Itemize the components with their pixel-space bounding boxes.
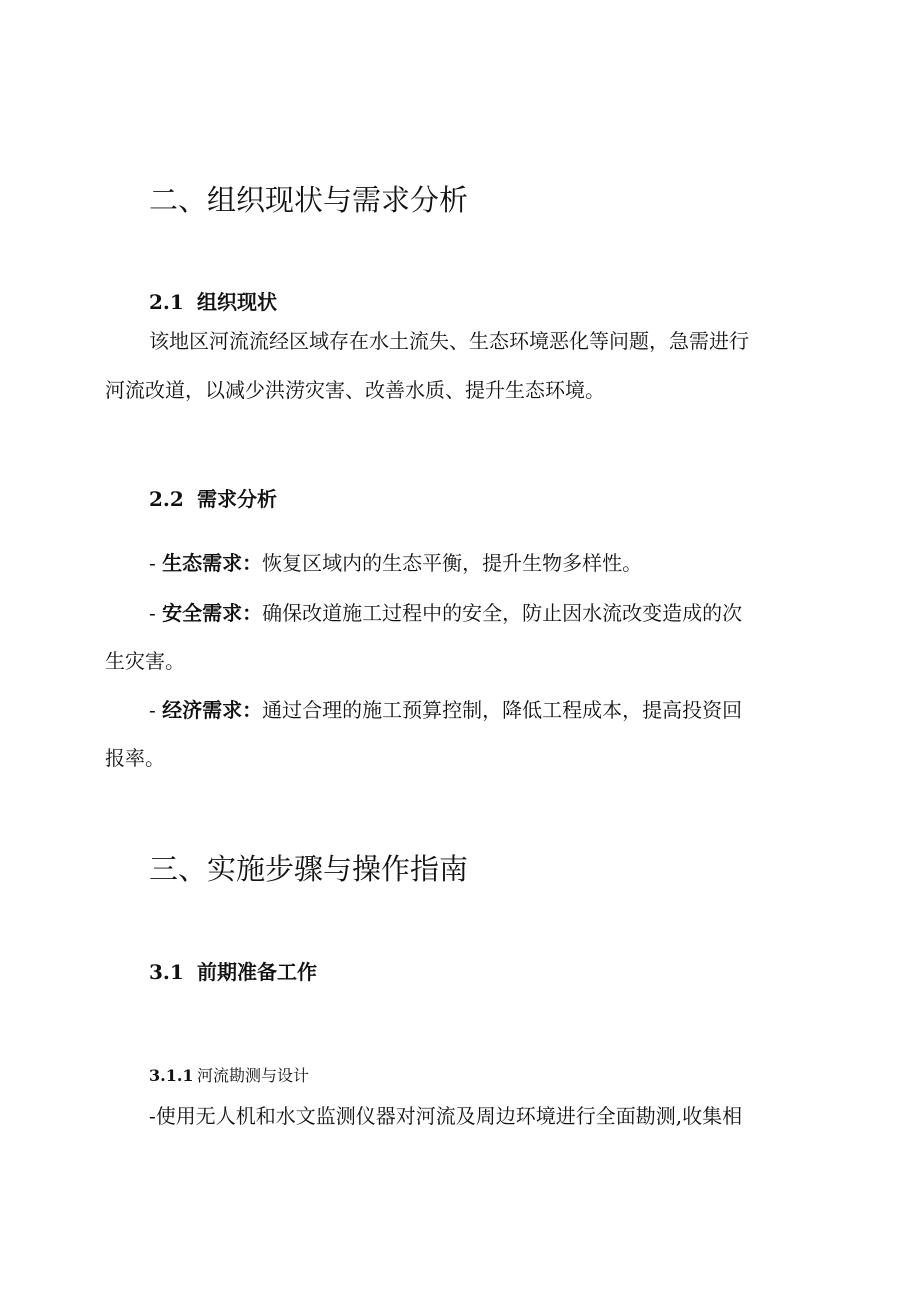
paragraph-3-1-1-line-1: -使用无人机和水文监测仪器对河流及周边环境进行全面勘测,收集相 bbox=[149, 1104, 743, 1128]
paragraph-2-1-line-1: 该地区河流流经区域存在水土流失、生态环境恶化等问题，急需进行 bbox=[149, 329, 749, 353]
list-item-ecology bbox=[149, 553, 642, 573]
subsection-title: 组织现状 bbox=[197, 290, 277, 314]
list-item-text: 确保改道施工过程中的安全，防止因水流改变造成的次 bbox=[262, 601, 743, 625]
list-item-economy bbox=[149, 700, 742, 720]
subsection-2-1-heading bbox=[149, 286, 277, 315]
list-item-label: 生态需求： bbox=[162, 551, 263, 575]
list-item-safety bbox=[149, 603, 742, 623]
subsection-number: 2.2 bbox=[149, 487, 184, 511]
list-item-safety-continuation: 生灾害。 bbox=[105, 649, 185, 673]
section-3-heading: 三、实施步骤与操作指南 bbox=[149, 852, 469, 886]
list-item-text: 通过合理的施工预算控制，降低工程成本，提高投资回 bbox=[262, 698, 743, 722]
list-item-economy-continuation: 报率。 bbox=[105, 746, 165, 770]
section-2-heading: 二、组织现状与需求分析 bbox=[149, 183, 469, 217]
subsubsection-title: 河流勘测与设计 bbox=[197, 1066, 310, 1085]
subsection-3-1-heading bbox=[149, 956, 317, 985]
list-dash: - bbox=[149, 551, 156, 575]
subsubsection-3-1-1-heading bbox=[149, 1063, 309, 1086]
subsection-title: 前期准备工作 bbox=[197, 960, 317, 984]
list-dash: - bbox=[149, 698, 156, 722]
list-item-label: 安全需求： bbox=[162, 601, 263, 625]
subsection-number: 2.1 bbox=[149, 290, 184, 314]
list-item-text: 恢复区域内的生态平衡，提升生物多样性。 bbox=[262, 551, 643, 575]
list-dash: - bbox=[149, 601, 156, 625]
subsection-number: 3.1 bbox=[149, 960, 184, 984]
subsubsection-number: 3.1.1 bbox=[149, 1066, 194, 1085]
subsection-title: 需求分析 bbox=[197, 487, 277, 511]
paragraph-2-1-line-2: 河流改道，以减少洪涝灾害、改善水质、提升生态环境。 bbox=[105, 378, 605, 402]
subsection-2-2-heading bbox=[149, 483, 277, 512]
list-item-label: 经济需求： bbox=[162, 698, 263, 722]
